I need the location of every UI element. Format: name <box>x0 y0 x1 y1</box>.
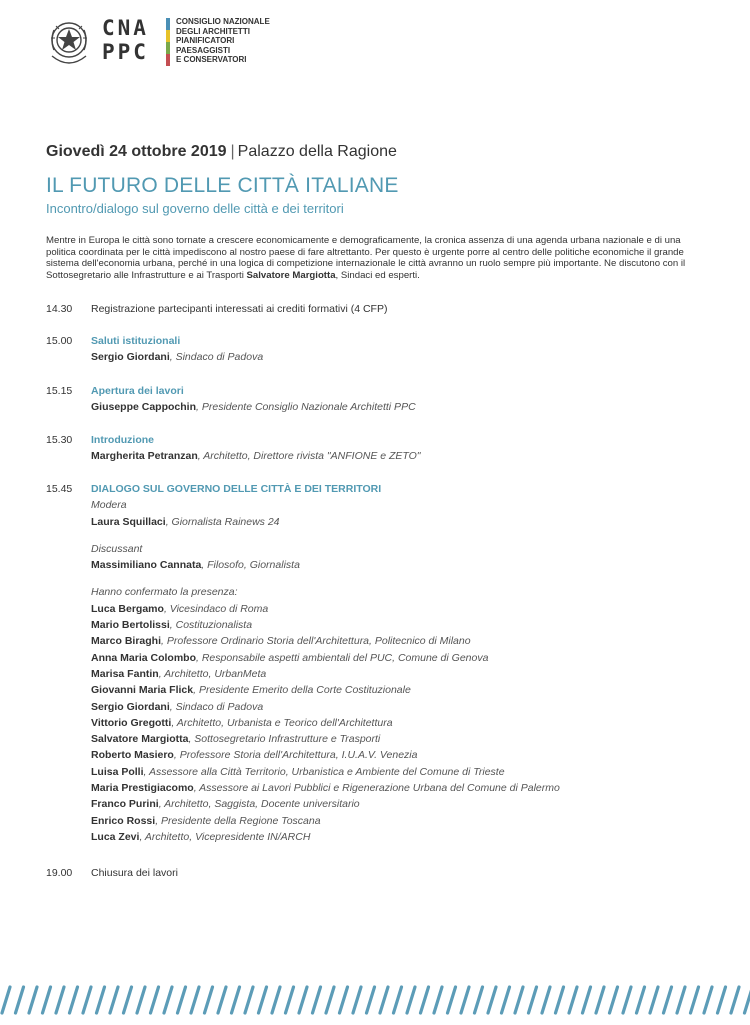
footer-stripe <box>596 987 604 1013</box>
footer-stripe <box>718 987 726 1013</box>
participant-role: , Presidente della Regione Toscana <box>155 814 321 827</box>
participant-row <box>91 764 711 780</box>
intro-highlight-name: Salvatore Margiotta <box>246 269 336 281</box>
participant-row <box>91 780 711 796</box>
footer-stripe <box>367 987 375 1013</box>
italian-republic-emblem-icon <box>46 16 92 68</box>
council-line: PAESAGGISTI <box>176 45 231 55</box>
footer-stripe <box>164 987 172 1013</box>
logo-acronym-top: CNA <box>102 16 149 40</box>
program-text: Registrazione partecipanti interessati ai crediti formativi (4 CFP) <box>91 303 388 315</box>
footer-stripe <box>677 987 685 1013</box>
participant-name: Anna Maria Colombo <box>91 651 197 664</box>
participant-name: Mario Bertolissi <box>91 619 170 632</box>
event-subtitle: Incontro/dialogo sul governo delle città e dei territori <box>46 201 344 216</box>
footer-stripe <box>434 987 442 1013</box>
participant-name: Vittorio Gregotti <box>91 716 172 729</box>
speaker-name: Margherita Petranzan <box>91 450 198 463</box>
footer-stripe <box>488 987 496 1013</box>
intro-text: Mentre in Europa le città sono tornate a crescere economicamente e demograficamente, la cronica assenza di una agenda urbana nazionale e di una politica coordinata per le città impediscono al nostro paese di fare altrettanto. Per questo è urgente porre al centro delle politiche economiche il grande sistema dell'economia urbana, perché in una logica di competizione internazionale le città avranno un ruolo sempre più importante. Ne discutono con il Sottosegretario alle Infrastrutture e ai Trasporti <box>46 235 686 281</box>
discussant-label: Discussant <box>91 542 143 555</box>
footer-stripe <box>731 987 739 1013</box>
footer-stripe <box>110 987 118 1013</box>
participant-name: Franco Purini <box>91 798 159 811</box>
program-section-title: Introduzione <box>91 434 154 446</box>
participant-row <box>91 617 711 633</box>
program-time: 15.15 <box>46 385 73 397</box>
footer-stripe <box>745 987 750 1013</box>
program-time: 15.00 <box>46 335 73 347</box>
footer-stripe <box>542 987 550 1013</box>
event-title: IL FUTURO DELLE CITTÀ ITALIANE <box>46 174 399 197</box>
footer-stripe <box>286 987 294 1013</box>
cnappc-logo <box>46 14 346 74</box>
footer-stripe <box>272 987 280 1013</box>
participant-row <box>91 813 711 829</box>
footer-stripe <box>29 987 37 1013</box>
confirmed-label: Hanno confermato la presenza: <box>91 586 238 599</box>
participant-row <box>91 666 711 682</box>
footer-stripe <box>637 987 645 1013</box>
footer-stripe <box>529 987 537 1013</box>
footer-stripe <box>124 987 132 1013</box>
council-line: E CONSERVATORI <box>176 55 247 65</box>
participant-role: , Architetto, UrbanMeta <box>158 667 267 680</box>
footer-stripe <box>461 987 469 1013</box>
footer-stripe <box>151 987 159 1013</box>
participant-name: Marco Biraghi <box>91 635 162 648</box>
speaker-name: Sergio Giordani <box>91 351 170 364</box>
event-date: Giovedì 24 ottobre 2019 <box>46 143 227 160</box>
participant-name: Sergio Giordani <box>91 700 170 713</box>
footer-stripe <box>583 987 591 1013</box>
participant-role: , Presidente Emerito della Corte Costituzionale <box>193 684 411 697</box>
discussant-role: , Filosofo, Giornalista <box>201 559 300 572</box>
participant-name: Luisa Polli <box>91 765 144 778</box>
footer-stripe <box>299 987 307 1013</box>
logo-acronym <box>102 16 149 64</box>
footer-stripe <box>70 987 78 1013</box>
participant-role: , Sottosegretario Infrastrutture e Trasporti <box>188 733 381 746</box>
speaker-role: , Sindaco di Padova <box>169 351 264 364</box>
footer-stripe <box>326 987 334 1013</box>
participant-row <box>91 747 711 763</box>
footer-stripe <box>340 987 348 1013</box>
participant-role: , Professore Ordinario Storia dell'Architettura, Politecnico di Milano <box>161 635 471 648</box>
footer-stripe <box>448 987 456 1013</box>
footer-stripe <box>245 987 253 1013</box>
participant-role: , Professore Storia dell'Architettura, I.U.A.V. Venezia <box>173 749 418 762</box>
program-time: 19.00 <box>46 867 73 879</box>
footer-stripe <box>205 987 213 1013</box>
footer-stripe <box>556 987 564 1013</box>
event-dateline <box>46 143 397 161</box>
program-section-title: Apertura dei lavori <box>91 385 184 397</box>
participant-name: Luca Bergamo <box>91 602 164 615</box>
footer-stripe <box>259 987 267 1013</box>
speaker-role: , Presidente Consiglio Nazionale Architetti PPC <box>196 401 416 414</box>
footer-stripe <box>394 987 402 1013</box>
participant-name: Roberto Masiero <box>91 749 174 762</box>
footer-stripe <box>515 987 523 1013</box>
council-name <box>176 17 270 65</box>
moderator-role: , Giornalista Rainews 24 <box>165 515 280 528</box>
council-line: CONSIGLIO NAZIONALE <box>176 17 270 26</box>
speaker-name: Giuseppe Cappochin <box>91 401 197 414</box>
discussant-name: Massimiliano Cannata <box>91 559 202 572</box>
footer-stripe <box>704 987 712 1013</box>
program-section-title: Saluti istituzionali <box>91 335 181 347</box>
program-time: 15.45 <box>46 483 73 495</box>
footer-stripe <box>502 987 510 1013</box>
participant-row <box>91 601 711 617</box>
participant-role: , Assessore alla Città Territorio, Urbanistica e Ambiente del Comune di Trieste <box>143 765 505 778</box>
footer-stripe <box>178 987 186 1013</box>
logo-bar-green <box>166 42 170 54</box>
program-time: 14.30 <box>46 303 73 315</box>
footer-stripe <box>475 987 483 1013</box>
moderator-name: Laura Squillaci <box>91 515 166 528</box>
footer-stripe <box>421 987 429 1013</box>
footer-stripe <box>623 987 631 1013</box>
council-line: PIANIFICATORI <box>176 36 235 46</box>
participant-row <box>91 715 711 731</box>
dateline-separator: | <box>230 143 235 160</box>
participant-row <box>91 633 711 649</box>
council-line: DEGLI ARCHITETTI <box>176 26 250 36</box>
footer-stripe <box>664 987 672 1013</box>
participant-role: , Architetto, Urbanista e Teorico dell'Architettura <box>171 716 393 729</box>
participant-role: , Architetto, Saggista, Docente universitario <box>158 798 360 811</box>
footer-stripe <box>137 987 145 1013</box>
logo-acronym-bottom: PPC <box>102 40 149 64</box>
intro-text-end: , Sindaci ed esperti. <box>335 269 420 281</box>
participant-role: , Sindaco di Padova <box>169 700 264 713</box>
footer-stripe <box>232 987 240 1013</box>
participant-name: Luca Zevi <box>91 830 140 843</box>
participant-role: , Responsabile aspetti ambientali del PUC, Comune di Genova <box>196 651 489 664</box>
footer-stripe <box>610 987 618 1013</box>
footer-stripe <box>313 987 321 1013</box>
participant-row <box>91 796 711 812</box>
participant-row <box>91 699 711 715</box>
logo-color-bar <box>166 18 170 66</box>
participant-name: Marisa Fantin <box>91 667 159 680</box>
participant-role: , Costituzionalista <box>169 619 253 632</box>
participant-name: Maria Prestigiacomo <box>91 782 194 795</box>
participant-role: , Architetto, Vicepresidente IN/ARCH <box>139 830 311 843</box>
footer-stripe <box>650 987 658 1013</box>
moderator-label: Modera <box>91 499 127 512</box>
footer-stripe <box>353 987 361 1013</box>
logo-bar-red <box>166 54 170 66</box>
participant-row <box>91 731 711 747</box>
logo-bar-yellow <box>166 30 170 42</box>
participants-list <box>91 601 711 845</box>
program-section-title: DIALOGO SUL GOVERNO DELLE CITTÀ E DEI TERRITORI <box>91 483 382 495</box>
footer-stripe <box>43 987 51 1013</box>
footer-stripe <box>691 987 699 1013</box>
participant-name: Enrico Rossi <box>91 814 156 827</box>
footer-stripes <box>0 985 750 1015</box>
program-text: Chiusura dei lavori <box>91 867 178 879</box>
footer-stripe <box>97 987 105 1013</box>
footer-stripe <box>56 987 64 1013</box>
participant-name: Giovanni Maria Flick <box>91 684 194 697</box>
participant-role: , Assessore ai Lavori Pubblici e Rigenerazione Urbana del Comune di Palermo <box>193 782 560 795</box>
footer-stripe <box>380 987 388 1013</box>
speaker-role: , Architetto, Direttore rivista "ANFIONE e ZETO" <box>197 450 421 463</box>
event-venue: Palazzo della Ragione <box>237 143 397 160</box>
participant-name: Salvatore Margiotta <box>91 733 189 746</box>
participant-row <box>91 682 711 698</box>
participant-row <box>91 650 711 666</box>
participant-role: , Vicesindaco di Roma <box>163 602 269 615</box>
footer-stripe <box>2 987 10 1013</box>
logo-bar-blue <box>166 18 170 30</box>
footer-stripe <box>83 987 91 1013</box>
program-time: 15.30 <box>46 434 73 446</box>
footer-stripe <box>218 987 226 1013</box>
footer-stripe <box>407 987 415 1013</box>
participant-row <box>91 829 711 845</box>
intro-paragraph <box>46 235 712 281</box>
footer-stripe <box>16 987 24 1013</box>
footer-stripe <box>569 987 577 1013</box>
footer-stripe <box>191 987 199 1013</box>
